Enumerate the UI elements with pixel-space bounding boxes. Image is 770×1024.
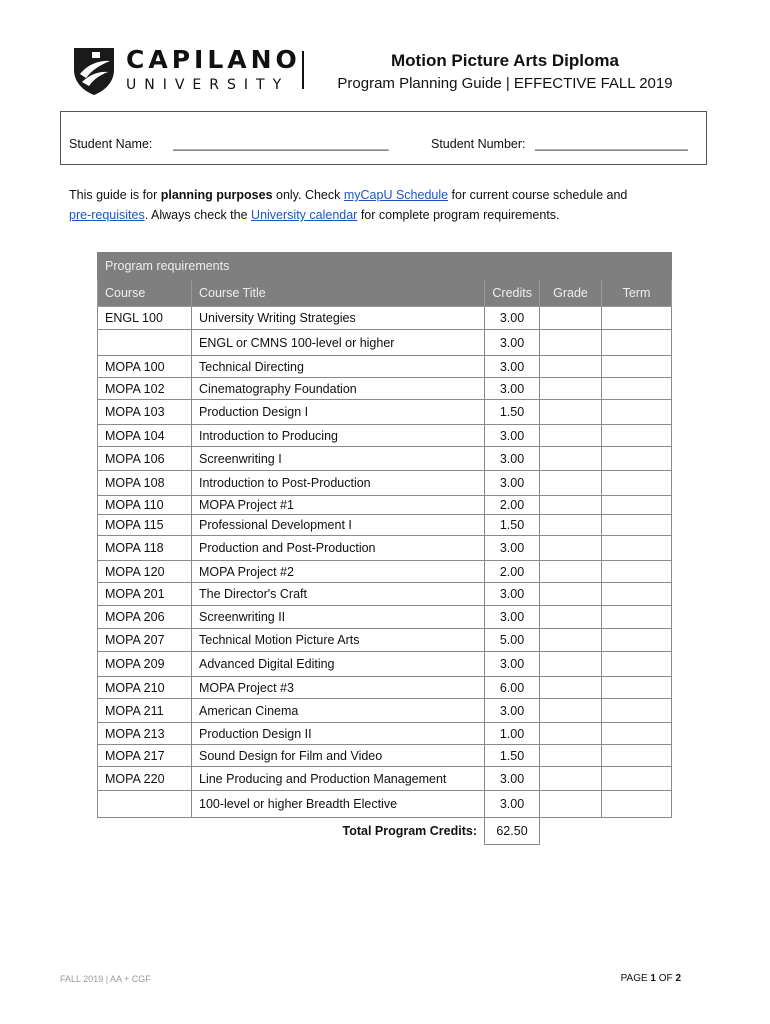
term-cell[interactable] xyxy=(602,515,672,536)
credits-cell: 3.00 xyxy=(485,652,540,677)
course-title-cell: Screenwriting II xyxy=(192,606,485,629)
credits-cell: 3.00 xyxy=(485,471,540,496)
total-spacer xyxy=(98,818,192,845)
term-cell[interactable] xyxy=(602,425,672,447)
total-credits-value: 62.50 xyxy=(485,818,540,845)
term-cell[interactable] xyxy=(602,767,672,791)
term-cell[interactable] xyxy=(602,447,672,471)
credits-cell: 1.50 xyxy=(485,400,540,425)
table-row xyxy=(98,330,672,356)
course-code-cell: MOPA 118 xyxy=(98,536,192,561)
table-row xyxy=(98,536,672,561)
grade-cell[interactable] xyxy=(540,677,602,699)
credits-cell: 3.00 xyxy=(485,447,540,471)
grade-cell[interactable] xyxy=(540,606,602,629)
course-title-cell: Cinematography Foundation xyxy=(192,378,485,400)
term-cell[interactable] xyxy=(602,356,672,378)
credits-cell: 3.00 xyxy=(485,425,540,447)
term-cell[interactable] xyxy=(602,400,672,425)
course-title-cell: MOPA Project #1 xyxy=(192,496,485,515)
course-code-cell: MOPA 103 xyxy=(98,400,192,425)
course-title-cell: MOPA Project #2 xyxy=(192,561,485,583)
term-cell[interactable] xyxy=(602,378,672,400)
course-title-cell: ENGL or CMNS 100-level or higher xyxy=(192,330,485,356)
total-row xyxy=(98,818,672,845)
course-code-cell: MOPA 108 xyxy=(98,471,192,496)
grade-cell[interactable] xyxy=(540,400,602,425)
page-subtitle: Program Planning Guide | EFFECTIVE FALL 2019 xyxy=(337,75,673,92)
grade-cell[interactable] xyxy=(540,356,602,378)
term-cell[interactable] xyxy=(602,745,672,767)
course-code-cell: MOPA 220 xyxy=(98,767,192,791)
table-row xyxy=(98,447,672,471)
credits-cell: 3.00 xyxy=(485,330,540,356)
intro-text: . Always check the xyxy=(144,208,252,222)
course-title-cell: 100-level or higher Breadth Elective xyxy=(192,791,485,818)
table-row xyxy=(98,791,672,818)
course-title-cell: Screenwriting I xyxy=(192,447,485,471)
university-logo xyxy=(70,44,301,96)
program-requirements-table xyxy=(97,252,672,845)
footer-version: FALL 2019 | AA + CGF xyxy=(60,974,151,984)
grade-cell[interactable] xyxy=(540,496,602,515)
grade-cell[interactable] xyxy=(540,583,602,606)
course-title-cell: The Director's Craft xyxy=(192,583,485,606)
grade-cell[interactable] xyxy=(540,699,602,723)
course-title-cell: Introduction to Post-Production xyxy=(192,471,485,496)
term-cell[interactable] xyxy=(602,723,672,745)
course-code-cell xyxy=(98,791,192,818)
term-cell[interactable] xyxy=(602,791,672,818)
table-row xyxy=(98,496,672,515)
total-spacer xyxy=(540,818,672,845)
page-of-label: OF xyxy=(655,973,676,984)
course-title-cell: Technical Motion Picture Arts xyxy=(192,629,485,652)
course-code-cell: MOPA 120 xyxy=(98,561,192,583)
page-number xyxy=(621,973,681,984)
column-header-credits: Credits xyxy=(485,280,540,307)
intro-text: for complete program requirements. xyxy=(357,208,560,222)
table-row xyxy=(98,583,672,606)
student-name-label: Student Name: xyxy=(69,137,153,151)
credits-cell: 1.50 xyxy=(485,745,540,767)
grade-cell[interactable] xyxy=(540,330,602,356)
credits-cell: 3.00 xyxy=(485,583,540,606)
table-row xyxy=(98,606,672,629)
grade-cell[interactable] xyxy=(540,447,602,471)
intro-bold-text: planning purposes xyxy=(160,188,273,202)
column-header-term: Term xyxy=(602,280,672,307)
mycapu-schedule-link[interactable]: myCapU Schedule xyxy=(343,188,449,202)
course-code-cell: MOPA 102 xyxy=(98,378,192,400)
course-code-cell: MOPA 106 xyxy=(98,447,192,471)
term-cell[interactable] xyxy=(602,677,672,699)
course-title-cell: Production Design II xyxy=(192,723,485,745)
grade-cell[interactable] xyxy=(540,536,602,561)
course-title-cell: Production and Post-Production xyxy=(192,536,485,561)
table-row xyxy=(98,515,672,536)
credits-cell: 3.00 xyxy=(485,378,540,400)
course-title-cell: Introduction to Producing xyxy=(192,425,485,447)
intro-text: only. Check xyxy=(272,188,344,202)
table-row xyxy=(98,561,672,583)
credits-cell: 3.00 xyxy=(485,791,540,818)
table-section-header xyxy=(98,253,672,280)
grade-cell[interactable] xyxy=(540,378,602,400)
column-header-course: Course xyxy=(98,280,192,307)
credits-cell: 6.00 xyxy=(485,677,540,699)
grade-cell[interactable] xyxy=(540,723,602,745)
table-row xyxy=(98,378,672,400)
grade-cell[interactable] xyxy=(540,561,602,583)
table-row xyxy=(98,356,672,378)
course-title-cell: Line Producing and Production Management xyxy=(192,767,485,791)
prerequisites-link[interactable]: pre-requisites xyxy=(69,208,145,222)
term-cell[interactable] xyxy=(602,699,672,723)
section-title: Program requirements xyxy=(98,253,672,280)
grade-cell[interactable] xyxy=(540,307,602,330)
page-title: Motion Picture Arts Diploma xyxy=(391,51,619,70)
course-title-cell: Production Design I xyxy=(192,400,485,425)
shield-logo-icon xyxy=(70,44,118,96)
course-title-cell: Sound Design for Film and Video xyxy=(192,745,485,767)
course-code-cell: MOPA 211 xyxy=(98,699,192,723)
student-number-field[interactable]: ______________________ xyxy=(535,137,688,151)
term-cell[interactable] xyxy=(602,652,672,677)
course-code-cell: MOPA 104 xyxy=(98,425,192,447)
course-title-cell: Advanced Digital Editing xyxy=(192,652,485,677)
course-title-cell: Professional Development I xyxy=(192,515,485,536)
grade-cell[interactable] xyxy=(540,515,602,536)
table-row xyxy=(98,677,672,699)
course-code-cell: MOPA 213 xyxy=(98,723,192,745)
page-total: 2 xyxy=(675,973,681,984)
page-current: 1 xyxy=(650,973,656,984)
credits-cell: 1.00 xyxy=(485,723,540,745)
header-divider xyxy=(302,51,304,89)
credits-cell: 3.00 xyxy=(485,699,540,723)
table-row xyxy=(98,723,672,745)
logo-wordmark: CAPILANO xyxy=(126,44,301,74)
student-number-label: Student Number: xyxy=(431,137,526,151)
course-title-cell: University Writing Strategies xyxy=(192,307,485,330)
course-code-cell: MOPA 206 xyxy=(98,606,192,629)
table-row xyxy=(98,307,672,330)
course-code-cell: MOPA 209 xyxy=(98,652,192,677)
term-cell[interactable] xyxy=(602,561,672,583)
table-row xyxy=(98,767,672,791)
column-header-grade: Grade xyxy=(540,280,602,307)
grade-cell[interactable] xyxy=(540,745,602,767)
term-cell[interactable] xyxy=(602,307,672,330)
term-cell[interactable] xyxy=(602,330,672,356)
course-code-cell: MOPA 110 xyxy=(98,496,192,515)
course-code-cell: MOPA 207 xyxy=(98,629,192,652)
grade-cell[interactable] xyxy=(540,425,602,447)
logo-subtext: UNIVERSITY xyxy=(126,76,290,93)
term-cell[interactable] xyxy=(602,496,672,515)
course-code-cell: MOPA 210 xyxy=(98,677,192,699)
table-row xyxy=(98,652,672,677)
term-cell[interactable] xyxy=(602,606,672,629)
credits-cell: 3.00 xyxy=(485,536,540,561)
course-title-cell: MOPA Project #3 xyxy=(192,677,485,699)
intro-text: for current course schedule and xyxy=(448,188,628,202)
table-row xyxy=(98,400,672,425)
credits-cell: 5.00 xyxy=(485,629,540,652)
grade-cell[interactable] xyxy=(540,767,602,791)
course-code-cell: MOPA 217 xyxy=(98,745,192,767)
credits-cell: 3.00 xyxy=(485,767,540,791)
grade-cell[interactable] xyxy=(540,652,602,677)
university-calendar-link[interactable]: University calendar xyxy=(251,208,358,222)
course-code-cell: MOPA 115 xyxy=(98,515,192,536)
page-label: PAGE xyxy=(620,973,651,984)
course-code-cell: ENGL 100 xyxy=(98,307,192,330)
grade-cell[interactable] xyxy=(540,471,602,496)
intro-text: This guide is for xyxy=(69,188,161,202)
table-row xyxy=(98,629,672,652)
column-header-title: Course Title xyxy=(192,280,485,307)
total-credits-label: Total Program Credits: xyxy=(342,824,477,839)
table-row xyxy=(98,745,672,767)
term-cell[interactable] xyxy=(602,583,672,606)
table-row xyxy=(98,471,672,496)
intro-paragraph xyxy=(69,185,689,225)
grade-cell[interactable] xyxy=(540,791,602,818)
table-row xyxy=(98,699,672,723)
credits-cell: 2.00 xyxy=(485,496,540,515)
table-column-headers xyxy=(98,280,672,307)
student-info-box xyxy=(60,111,707,165)
course-code-cell xyxy=(98,330,192,356)
student-name-field[interactable]: _______________________________ xyxy=(173,137,389,151)
credits-cell: 3.00 xyxy=(485,307,540,330)
course-code-cell: MOPA 100 xyxy=(98,356,192,378)
credits-cell: 2.00 xyxy=(485,561,540,583)
course-title-cell: American Cinema xyxy=(192,699,485,723)
credits-cell: 3.00 xyxy=(485,606,540,629)
credits-cell: 3.00 xyxy=(485,356,540,378)
course-title-cell: Technical Directing xyxy=(192,356,485,378)
term-cell[interactable] xyxy=(602,471,672,496)
term-cell[interactable] xyxy=(602,629,672,652)
course-code-cell: MOPA 201 xyxy=(98,583,192,606)
credits-cell: 1.50 xyxy=(485,515,540,536)
grade-cell[interactable] xyxy=(540,629,602,652)
term-cell[interactable] xyxy=(602,536,672,561)
table-row xyxy=(98,425,672,447)
